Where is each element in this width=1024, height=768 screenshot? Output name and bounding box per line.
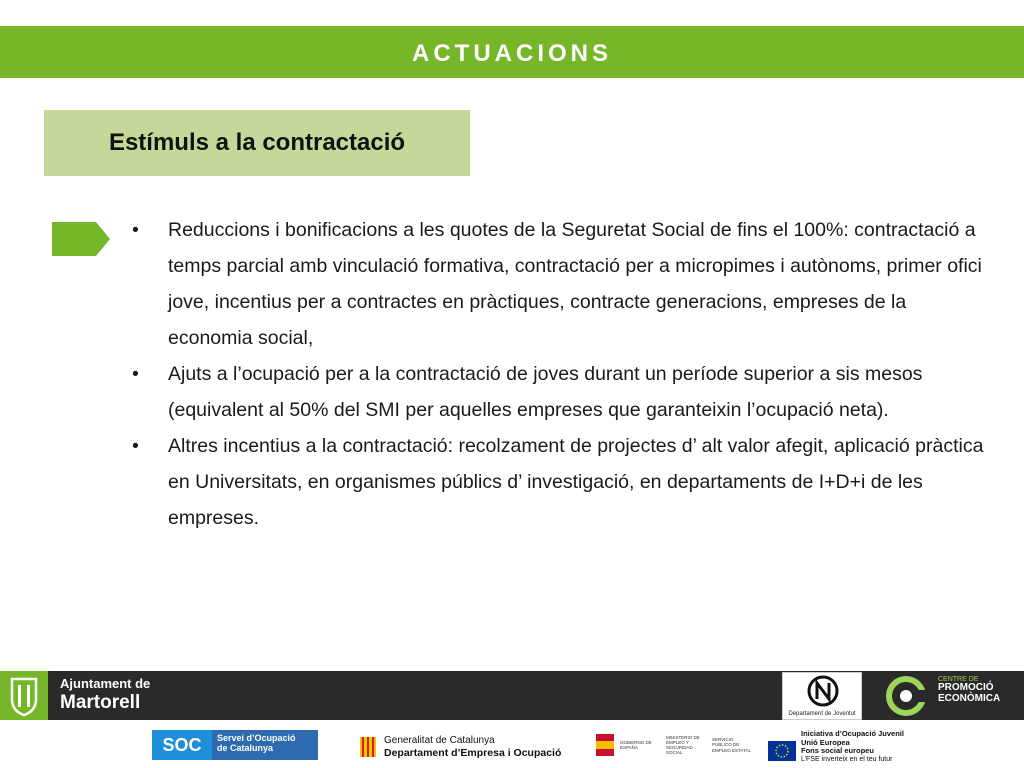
shield-icon	[0, 671, 48, 720]
cpe-line2: PROMOCIÓ	[938, 682, 994, 694]
senyera-icon	[360, 737, 376, 757]
eu-text	[801, 730, 904, 764]
spain-shield-icon	[596, 734, 614, 756]
list-item	[132, 212, 992, 356]
arrow-tag-icon	[52, 222, 110, 256]
page-title: ACTUACIONS	[412, 40, 612, 67]
gencat-text	[384, 735, 561, 759]
bullet-text: Ajuts a l’ocupació per a la contractació de joves durant un període superior a sis mesos (equivalent al 50% del SMI per aquelles empreses que garanteixin l’ocupació neta).	[168, 363, 923, 421]
eu-flag-icon	[768, 741, 796, 761]
soc-logo	[152, 730, 318, 760]
cpe-emblem-icon	[884, 676, 928, 716]
soc-name	[212, 730, 318, 760]
cpe-line3: ECONÒMICA	[938, 692, 1001, 704]
soc-line1: Servei d’Ocupació	[217, 733, 296, 743]
eu-line2: Unió Europea	[801, 737, 850, 747]
list-item	[132, 356, 992, 428]
soc-abbr: SOC	[152, 730, 212, 760]
header-bar	[0, 26, 1024, 78]
bullet-list	[132, 212, 992, 536]
gov-col1: GOBIERNO DE ESPAÑA	[620, 739, 652, 750]
list-item	[132, 428, 992, 536]
bullet-marker: •	[132, 219, 139, 241]
eu-logo	[768, 730, 904, 764]
cpe-logo-text	[938, 676, 1000, 704]
eu-line4: L’FSE inverteix en el teu futur	[801, 756, 893, 764]
joventut-label: Departament de Joventut	[788, 711, 856, 717]
gencat-logo	[360, 735, 561, 759]
bullet-text: Altres incentius a la contractació: recolzament de projectes d’ alt valor afegit, aplicació pràctica en Universitats, en organismes públics d’ investigació, en departaments de I+D+i de les empreses.	[168, 435, 984, 529]
gencat-line1: Generalitat de Catalunya	[384, 735, 495, 746]
section-title: Estímuls a la contractació	[108, 129, 406, 156]
eu-line3: Fons social europeu	[801, 746, 874, 756]
martorell-logo-text	[60, 677, 150, 712]
section-heading-box	[44, 110, 470, 176]
bullet-marker: •	[132, 435, 139, 457]
cpe-line1: CENTRE DE	[938, 676, 979, 683]
gov-col3: SERVICIO PÚBLICO DE EMPLEO ESTATAL	[712, 737, 752, 753]
bullet-marker: •	[132, 363, 139, 385]
gencat-line2: Departament d’Empresa i Ocupació	[384, 746, 562, 759]
martorell-line2: Martorell	[60, 692, 141, 713]
joventut-logo	[782, 672, 862, 720]
martorell-line1: Ajuntament de	[60, 676, 151, 691]
joventut-emblem-icon	[783, 673, 863, 709]
eu-line1: Iniciativa d’Ocupació Juvenil	[801, 729, 904, 738]
gov-col2: MINISTERIO DE EMPLEO Y SEGURIDAD SOCIAL	[666, 734, 700, 756]
soc-line2: de Catalunya	[217, 743, 274, 754]
gobierno-espana-logo	[596, 734, 758, 756]
martorell-shield-logo	[0, 671, 48, 720]
footer-logo-bar	[0, 671, 1024, 720]
bullet-text: Reduccions i bonificacions a les quotes de la Seguretat Social de fins el 100%: contractació a temps parcial amb vinculació formativa, contractació per a micropimes i autònoms, primer ofici jove, incentius per a contractes en pràctiques, contracte generacions, empreses de la economia social,	[168, 219, 982, 349]
